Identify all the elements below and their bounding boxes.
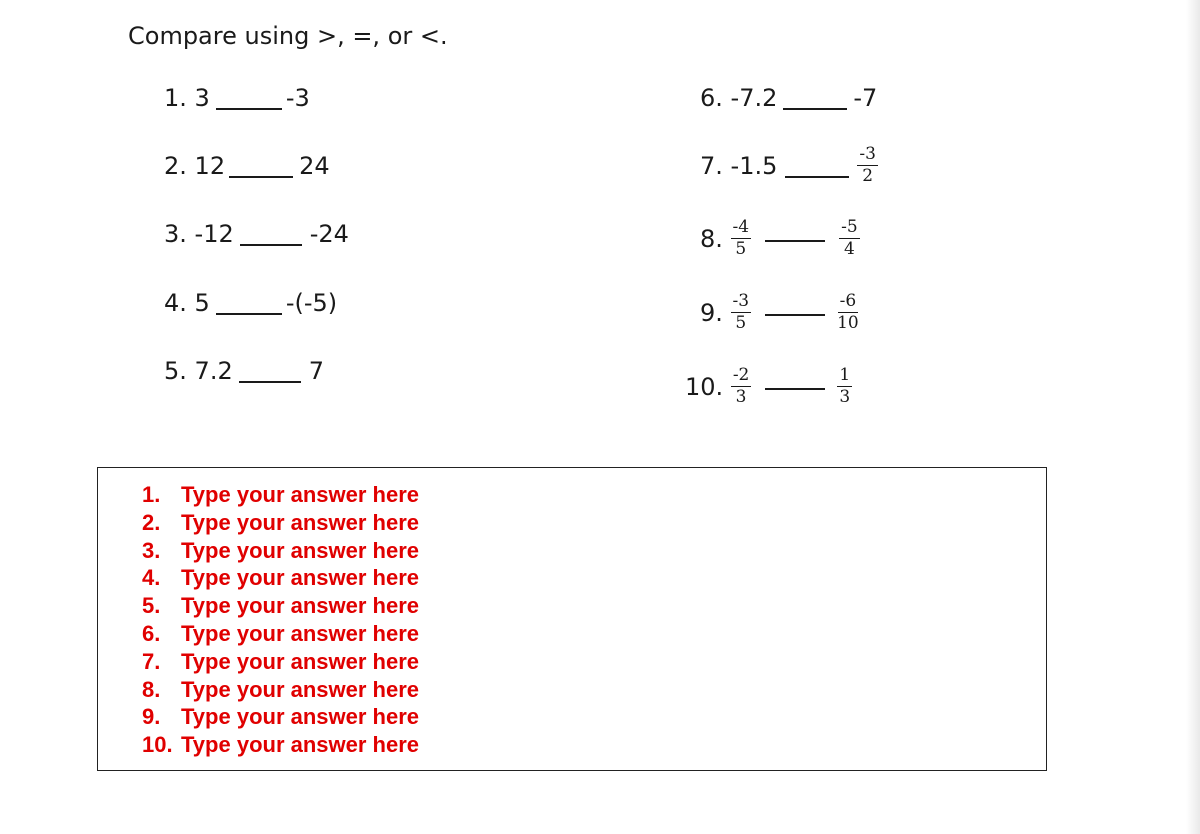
problem-right-value: 7 <box>308 357 324 385</box>
fraction-left <box>731 219 752 258</box>
fraction-numerator: -2 <box>732 365 750 385</box>
problem-1 <box>164 84 310 112</box>
problem-left-value: -1.5 <box>730 151 778 180</box>
problem-right-value: -7 <box>853 84 878 112</box>
problem-left-value: 3 <box>194 84 210 112</box>
answer-blank <box>216 108 282 110</box>
answer-placeholder[interactable]: Type your answer here <box>181 593 420 619</box>
problem-number: 4. <box>164 289 187 317</box>
answer-number: 3. <box>142 537 161 563</box>
problem-left-value: 12 <box>194 152 226 180</box>
fraction-numerator: -4 <box>732 217 750 237</box>
fraction-denominator: 5 <box>735 239 747 259</box>
answer-placeholder[interactable]: Type your answer here <box>181 537 420 563</box>
answer-placeholder[interactable]: Type your answer here <box>181 565 420 591</box>
answer-placeholder[interactable]: Type your answer here <box>181 620 420 646</box>
fraction-denominator: 3 <box>735 387 747 407</box>
answer-blank <box>785 176 849 178</box>
answer-number: 9. <box>142 704 161 730</box>
answer-line-6[interactable] <box>142 620 419 648</box>
problem-9 <box>700 293 861 332</box>
fraction-left <box>731 367 752 406</box>
problem-3 <box>164 220 349 248</box>
answer-line-9[interactable] <box>142 703 419 731</box>
problem-number: 3. <box>164 220 187 248</box>
fraction-numerator: -6 <box>839 291 857 311</box>
problem-right-value: 24 <box>299 152 330 180</box>
fraction-denominator: 4 <box>843 239 855 259</box>
answer-number: 7. <box>142 648 161 674</box>
problem-10 <box>685 367 852 406</box>
answer-number: 10. <box>142 732 173 758</box>
problem-number: 10. <box>685 372 724 401</box>
answer-line-3[interactable] <box>142 537 419 565</box>
fraction-right <box>835 293 861 332</box>
fraction-right <box>837 367 852 406</box>
fraction-right <box>839 219 860 258</box>
problem-right-value: -(-5) <box>285 289 338 317</box>
answer-number: 2. <box>142 509 161 535</box>
answer-number: 8. <box>142 676 161 702</box>
problem-number: 2. <box>164 152 187 180</box>
answer-blank <box>783 108 847 110</box>
answer-line-7[interactable] <box>142 648 419 676</box>
fraction-numerator: -5 <box>841 217 858 237</box>
answer-line-8[interactable] <box>142 676 419 704</box>
problem-6 <box>700 84 877 112</box>
problem-number: 1. <box>164 84 187 112</box>
fraction-numerator: 1 <box>839 365 851 385</box>
answer-line-2[interactable] <box>142 509 419 537</box>
answer-line-1[interactable] <box>142 481 419 509</box>
problem-7 <box>700 146 878 185</box>
fraction-denominator: 10 <box>837 313 859 333</box>
answer-blank <box>239 381 301 383</box>
answer-blank <box>765 388 825 390</box>
problem-number: 9. <box>700 298 723 327</box>
problem-number: 6. <box>700 84 723 112</box>
problem-right-value: -24 <box>309 220 349 248</box>
problem-left-value: 7.2 <box>194 357 233 385</box>
answer-line-5[interactable] <box>142 592 419 620</box>
answer-blank <box>765 240 825 242</box>
problem-left-value: -12 <box>194 220 234 248</box>
problem-2 <box>164 152 330 180</box>
answer-blank <box>229 176 293 178</box>
answer-placeholder[interactable]: Type your answer here <box>181 648 420 674</box>
fraction-numerator: -3 <box>732 291 750 311</box>
problem-number: 8. <box>700 224 723 253</box>
answer-blank <box>216 313 282 315</box>
fraction-denominator: 3 <box>839 387 851 407</box>
page-edge-shadow <box>1186 0 1200 834</box>
problem-number: 5. <box>164 357 187 385</box>
answer-placeholder[interactable]: Type your answer here <box>181 732 420 758</box>
answer-placeholder[interactable]: Type your answer here <box>181 509 420 535</box>
fraction-denominator: 5 <box>735 313 747 333</box>
fraction-numerator: -3 <box>859 144 876 164</box>
answer-number: 4. <box>142 565 161 591</box>
fraction-right <box>857 146 878 185</box>
answer-blank <box>240 244 302 246</box>
answer-number: 6. <box>142 620 161 646</box>
fraction-left <box>731 293 752 332</box>
problem-left-value: -7.2 <box>730 84 778 112</box>
answer-placeholder[interactable]: Type your answer here <box>181 704 420 730</box>
problem-number: 7. <box>700 151 723 180</box>
problem-5 <box>164 357 324 385</box>
problem-left-value: 5 <box>194 289 210 317</box>
problem-right-value: -3 <box>285 84 310 112</box>
answer-blank <box>765 314 825 316</box>
answer-number: 5. <box>142 593 161 619</box>
answer-line-10[interactable] <box>142 731 419 759</box>
problem-4 <box>164 289 337 317</box>
problem-8 <box>700 219 860 258</box>
answer-list <box>142 481 419 759</box>
fraction-denominator: 2 <box>862 166 874 186</box>
instruction-heading: Compare using >, =, or <. <box>128 22 448 50</box>
answer-placeholder[interactable]: Type your answer here <box>181 676 420 702</box>
answer-placeholder[interactable]: Type your answer here <box>181 482 420 507</box>
answer-number: 1. <box>142 482 161 507</box>
answer-line-4[interactable] <box>142 564 419 592</box>
